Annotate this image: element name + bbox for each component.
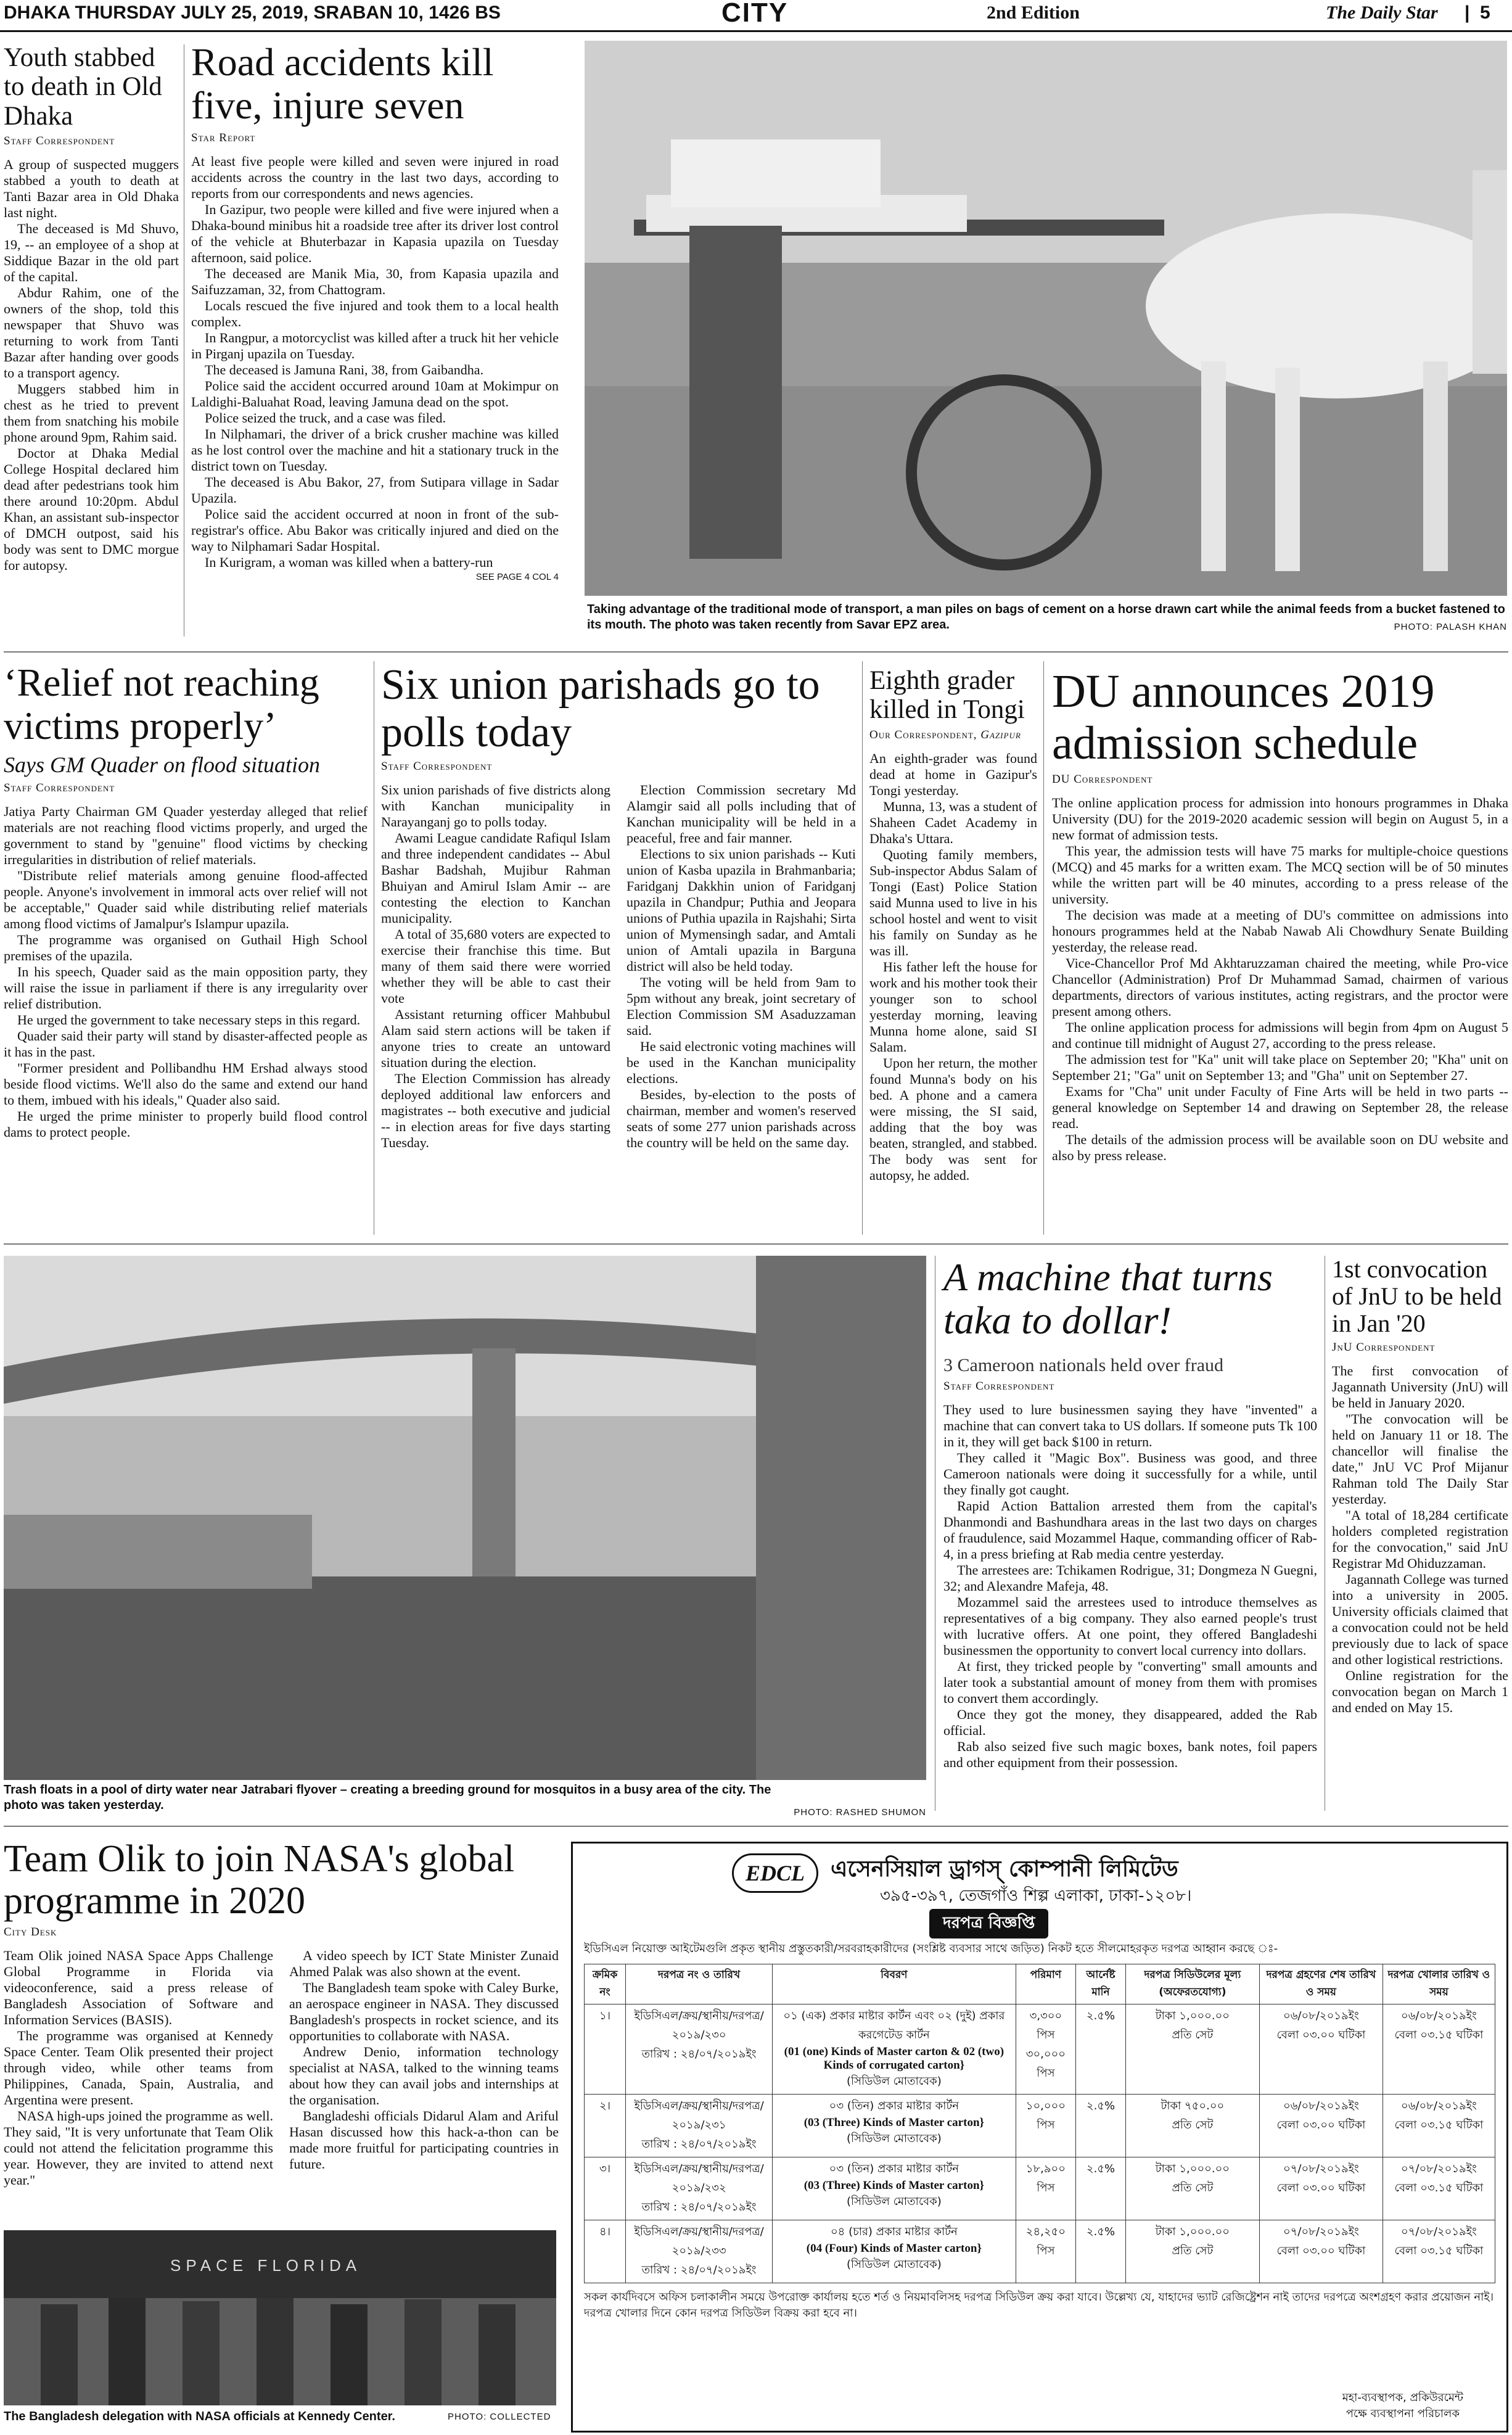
byline: Star Report (191, 131, 256, 144)
cell-close-d: ০৬/০৮/২০১৯ইং (1283, 2009, 1359, 2022)
cell-qty1: ৩,৩০০ পিস (1029, 2009, 1062, 2042)
cell-date: তারিখ : ২৪/০৭/২০১৯ইং (641, 2201, 757, 2214)
cell-desc: ০৪ (চার) প্রকার মাষ্টার কার্টন (830, 2225, 958, 2238)
photo-horse-cart (585, 41, 1507, 596)
paragraph: Exams for "Cha" unit under Faculty of Fine Arts will be held in two parts -- general knowledge on September 14 and drawing on September 28, the release read. (1052, 1084, 1508, 1132)
table-row (585, 2220, 1495, 2283)
cell-open-d: ০৬/০৮/২০১৯ইং (1401, 2009, 1477, 2022)
paragraph: In Kurigram, a woman was killed when a battery-run (205, 554, 493, 570)
photo-caption: The Bangladesh delegation with NASA officials at Kennedy Center. (4, 2410, 395, 2423)
paragraph: His father left the house for work and his mother took their younger son to school yesterday morning, leaving Munna home alone, said SI Salam. (869, 958, 1037, 1055)
table-cell (773, 2004, 1016, 2095)
cell-price: টাকা ৭৫০.০০ (1161, 2099, 1225, 2112)
cell-price-note: প্রতি সেট (1172, 2244, 1214, 2257)
cell-qty1: ১৮,৯০০ পিস (1025, 2162, 1066, 2194)
cell-close-t: বেলা ০৩.০০ ঘটিকা (1276, 2119, 1366, 2132)
subhead: 3 Cameroon nationals held over fraud (943, 1354, 1224, 1375)
article-body (869, 751, 1037, 1184)
cell-close-t: বেলা ০৩.০০ ঘটিকা (1276, 2029, 1366, 2042)
table-cell (1125, 2095, 1259, 2157)
cell-no: ইডিসিএল/ক্রয়/স্থানীয়/দরপত্র/২০১৯/২৩৩ (634, 2225, 764, 2257)
paragraph: Police said the accident occurred around 10am at Mokimpur on Laldighi-Baluahat Road, leaving Jamuna dead on the spot. (191, 377, 559, 410)
cell-open-d: ০৬/০৮/২০১৯ইং (1401, 2099, 1477, 2112)
article-body (4, 1948, 559, 2188)
table-row (585, 2004, 1495, 2095)
cell-open-t: বেলা ০৩.১৫ ঘটিকা (1394, 2182, 1484, 2194)
byline: Staff Correspondent (381, 760, 493, 773)
cell-qty1: ২৪,২৫০ পিস (1025, 2225, 1066, 2257)
article-body (4, 157, 179, 574)
paragraph: In Gazipur, two people were killed and five were injured when a Dhaka-bound minibus hit a roadside tree after its driver lost control of the vehicle at Bhuterbazar in Kapasia upazila on Tuesday afternoon, said police. (191, 201, 559, 265)
paper-name: The Daily Star (1326, 2, 1438, 23)
paragraph: Police seized the truck, and a case was filed. (205, 410, 446, 426)
cell-desc: ০৩ (তিন) প্রকার মাষ্টার কার্টন (829, 2099, 959, 2112)
table-cell (1125, 2157, 1259, 2220)
cell-sl: ৩। (599, 2162, 611, 2175)
paragraph: Online registration for the convocation began on March 1 and ended on May 15. (1332, 1668, 1508, 1715)
dateline: DHAKA THURSDAY JULY 25, 2019, SRABAN 10, 1426 BS (4, 2, 501, 23)
cell-em: ২.৫% (1086, 2099, 1116, 2112)
cell-desc-en: (04 (Four) Kinds of Master carton} (806, 2242, 982, 2255)
section-title: CITY (721, 0, 789, 28)
edcl-logo: EDCL (732, 1853, 818, 1893)
horse-cart-image (585, 41, 1507, 596)
paragraph: Quader said their party will stand by disaster-affected people as it has in the past. (4, 1028, 368, 1060)
table-cell (1259, 2095, 1383, 2157)
paragraph: At first, they tricked people by "converting" small amounts and later took a substantial amount of money from them with promises to convert them accordingly. (943, 1658, 1317, 1706)
company-name: এসেনসিয়াল ড্রাগস্ কোম্পানী লিমিটেড (831, 1856, 1178, 1882)
table-cell (1259, 2157, 1383, 2220)
paragraph: The Election Commission has already deployed additional law enforcers and magistrates -- both executive and judicial -- in election areas for five days starting Tuesday. (381, 1071, 610, 1150)
paragraph: Abdur Rahim, one of the owners of the shop, told this newspaper that Shuvo was returning to work from Tanti Bazar after handing over goods to a transport agency. (4, 284, 179, 381)
paragraph: They used to lure businessmen saying they have "invented" a machine that can convert taka to US dollars. If someone puts Tk 100 in it, they will get back $100 in return. (943, 1401, 1317, 1449)
article-body (1052, 795, 1508, 1164)
cell-date: তারিখ : ২৪/০৭/২০১৯ইং (641, 2138, 757, 2151)
headline: DU announces 2019 admission schedule (1052, 665, 1435, 769)
subhead: Says GM Quader on flood situation (4, 752, 320, 777)
paragraph: This year, the admission tests will have 75 marks for multiple-choice questions (MCQ) and 45 marks for a written exam. The MCQ section will be of 50 minutes while the written part will be 40 minutes, according to a press release of the university. (1052, 843, 1508, 907)
table-cell (773, 2157, 1016, 2220)
ad-header (584, 1851, 1495, 1937)
cell-desc: ০১ (এক) প্রকার মাষ্টার কার্টন এবং ০২ (দুই) প্রকার করগেটেড কার্টন (783, 2009, 1005, 2042)
article-magic-machine (943, 1256, 1317, 1771)
paragraph: The details of the admission process will be available soon on DU website and also by press release. (1052, 1132, 1508, 1164)
notice-title: দরপত্র বিজ্ঞপ্তি (929, 1909, 1048, 1939)
cell-em: ২.৫% (1086, 2225, 1116, 2238)
table-cell (626, 2157, 773, 2220)
flyover-image (4, 1256, 926, 1780)
table-cell (1076, 2095, 1126, 2157)
article-body (943, 1402, 1317, 1771)
paragraph: He urged the government to take necessary steps in this regard. (17, 1011, 361, 1028)
article-team-olik (4, 1838, 559, 2188)
paragraph: The programme was organised on Guthail High School premises of the upazila. (4, 931, 368, 963)
table-header: দরপত্র সিডিউলের মূল্য (অফেরতযোগ্য) (1125, 1964, 1259, 2004)
article-du-admission (1052, 666, 1508, 1164)
table-cell (1125, 2220, 1259, 2283)
table-header: দরপত্র খোলার তারিখ ও সময় (1383, 1964, 1495, 2004)
photo-credit: PHOTO: RASHED SHUMON (794, 1807, 926, 1818)
table-cell (773, 2095, 1016, 2157)
photo-caption: Taking advantage of the traditional mode of transport, a man piles on bags of cement on a horse drawn cart while the animal feeds from a bucket fastened to its mouth. The photo was taken recently from Savar EPZ area. (587, 603, 1505, 632)
paragraph: The deceased is Jamuna Rani, 38, from Gaibandha. (205, 361, 484, 377)
ad-signature (1342, 2390, 1463, 2422)
paragraph: The online application process for admissions will begin from 4pm on August 5 and continue till midnight of August 27, according to the press release. (1052, 1020, 1508, 1052)
cell-price: টাকা ১,০০০.০০ (1155, 2009, 1230, 2022)
cell-close-t: বেলা ০৩.০০ ঘটিকা (1276, 2244, 1366, 2257)
paragraph: A group of suspected muggers stabbed a youth to death at Tanti Bazar area in Old Dhaka last night. (4, 156, 179, 220)
paragraph: The programme was organised at Kennedy Space Center. Team Olik presented their project through video, while other teams from Philippines, Canada, Spain, Australia, and Argentina were present. (4, 2028, 273, 2108)
article-body (381, 782, 856, 1151)
cell-desc-en: (03 (Three) Kinds of Master carton} (803, 2179, 984, 2192)
table-header: আর্নেষ্ট মানি (1076, 1964, 1126, 2004)
table-header: পরিমাণ (1016, 1964, 1076, 2004)
signatory-title: মহা-ব্যবস্থাপক, প্রকিউরমেন্ট (1342, 2391, 1463, 2404)
table-cell (1076, 2004, 1126, 2095)
byline: Staff Correspondent (4, 781, 115, 794)
cell-date: তারিখ : ২৪/০৭/২০১৯ইং (641, 2048, 757, 2061)
headline: Eighth grader killed in Tongi (869, 666, 1025, 725)
paragraph: He urged the prime minister to properly build flood control dams to protect people. (4, 1108, 368, 1140)
photo-jatrabari-trash (4, 1256, 926, 1780)
company-address: ৩৯৫-৩৯৭, তেজগাঁও শিল্প এলাকা, ঢাকা-১২০৮। (880, 1887, 1192, 1905)
ad-footer-note-2: দরপত্র খোলার দিনে কোন দরপত্র সিডিউল বিক্রয় করা হবে না। (584, 2307, 857, 2320)
space-florida-sign: SPACE FLORIDA (170, 2256, 362, 2275)
cell-open-d: ০৭/০৮/২০১৯ইং (1401, 2162, 1477, 2175)
headline: Team Olik to join NASA's global programme in 2020 (4, 1838, 515, 1922)
cell-open-d: ০৭/০৮/২০১৯ইং (1401, 2225, 1477, 2238)
article-body (191, 154, 559, 571)
headline: Road accidents kill five, injure seven (191, 40, 494, 128)
paragraph: Locals rescued the five injured and took them to a local health complex. (191, 297, 559, 329)
cell-sl: ১। (599, 2009, 611, 2022)
table-cell (1383, 2157, 1495, 2220)
cell-open-t: বেলা ০৩.১৫ ঘটিকা (1394, 2244, 1484, 2257)
jump-line: SEE PAGE 4 COL 4 (475, 571, 559, 582)
paragraph: They called it "Magic Box". Business was good, and three Cameroon nationals were doing it successfully for a while, until they finally got caught. (943, 1449, 1317, 1498)
article-youth-stabbed (4, 43, 179, 574)
headline: Six union parishads go to polls today (381, 661, 820, 756)
paragraph: Elections to six union parishads -- Kuti union of Kasba upazila in Brahmanbaria; Faridganj Dakkhin union of Faridganj upazila in Chandpur; Puthia and Jeopara unions of Puthia upazila in Rajshahi; Sirta union of Mymensingh sadar, and Amtali union of Amtali upazila in Barguna district will also be held today. (627, 846, 856, 974)
table-cell (1016, 2157, 1076, 2220)
table-row (585, 2157, 1495, 2220)
paragraph: In Nilphamari, the driver of a brick crusher machine was killed as he lost control over the machine and hit a stationary truck in the district town on Tuesday. (191, 426, 559, 474)
table-header: বিবরণ (773, 1964, 1016, 2004)
ad-intro: ইডিসিএল নিয়োক্ত আইটেমগুলি প্রকৃত স্থানীয় প্রস্তুতকারী/সরবরাহকারীদের (সংশ্লিষ্ট ব্যবসার সাথে জড়িত) নিকট হতে সীলমোহরকৃত দরপত্র আহ্বান করছে ঃ- (584, 1942, 1278, 1955)
paragraph: The voting will be held from 9am to 5pm without any break, joint secretary of Election Commission SM Asaduzzaman said. (627, 974, 856, 1038)
table-cell (585, 2095, 626, 2157)
article-union-parishads (381, 661, 856, 1151)
cell-close-d: ০৬/০৮/২০১৯ইং (1283, 2099, 1359, 2112)
cell-price: টাকা ১,০০০.০০ (1155, 2225, 1230, 2238)
photo-caption: Trash floats in a pool of dirty water near Jatrabari flyover – creating a breeding ground for mosquitos in a busy area of the city. The photo was taken yesterday. (4, 1783, 771, 1812)
paragraph: The first convocation of Jagannath University (JnU) will be held in January 2020. (1332, 1363, 1508, 1411)
table-header: ক্রমিক নং (585, 1964, 626, 2004)
cell-desc-note: (সিডিউল মোতাবেক) (847, 2075, 942, 2088)
table-cell (1016, 2004, 1076, 2095)
table-cell (1016, 2095, 1076, 2157)
byline: City Desk (4, 1926, 57, 1939)
paragraph: "A total of 18,284 certificate holders completed registration for the convocation," said JnU Registrar Md Ohiduzzaman. (1332, 1507, 1508, 1571)
paragraph: A video speech by ICT State Minister Zunaid Ahmed Palak was also shown at the event. (289, 1948, 559, 1980)
cell-close-d: ০৭/০৮/২০১৯ইং (1283, 2162, 1359, 2175)
headline: 1st convocation of JnU to be held in Jan '20 (1332, 1255, 1502, 1337)
paragraph: In Rangpur, a motorcyclist was killed after a truck hit her vehicle in Pirganj upazila on Tuesday. (191, 329, 559, 361)
cell-close-d: ০৭/০৮/২০১৯ইং (1283, 2225, 1359, 2238)
paragraph: At least five people were killed and seven were injured in road accidents across the country in the last two days, according to reports from our correspondents and news agencies. (191, 153, 559, 201)
cell-date: তারিখ : ২৪/০৭/২০১৯ইং (641, 2264, 757, 2276)
cell-desc-note: (সিডিউল মোতাবেক) (847, 2195, 942, 2208)
cell-em: ২.৫% (1086, 2009, 1116, 2022)
page-header: DHAKA THURSDAY JULY 25, 2019, SRABAN 10, 1426 BS CITY 2nd Edition The Daily Star | 5 (0, 0, 1512, 32)
paragraph: The arrestees are: Tchikamen Rodrigue, 31; Dongmeza N Guegni, 32; and Alexandre Mafeja, 48. (943, 1562, 1317, 1594)
byline: Staff Correspondent (943, 1379, 1055, 1393)
byline: DU Correspondent (1052, 773, 1153, 786)
table-cell (1383, 2220, 1495, 2283)
headline: Youth stabbed to death in Old Dhaka (4, 43, 162, 131)
paragraph: The Bangladesh team spoke with Caley Burke, an aerospace engineer in NASA. They discussed Bangladesh's prospects in rocket science, and its opportunities to collaborate with NASA. (289, 1980, 559, 2044)
headline: ‘Relief not reaching victims properly’ (4, 661, 319, 748)
table-header: দরপত্র নং ও তারিখ (626, 1964, 773, 2004)
cell-desc-en: (03 (Three) Kinds of Master carton} (803, 2116, 984, 2129)
paragraph: Andrew Denio, information technology specialist at NASA, talked to the winning teams about how they can avail jobs and internships at the organisation. (289, 2044, 559, 2108)
table-cell (773, 2220, 1016, 2283)
cell-qty2: ৩০,০০০ পিস (1025, 2048, 1066, 2080)
page-number: 5 (1480, 2, 1490, 23)
table-cell (1259, 2004, 1383, 2095)
cell-desc-note: (সিডিউল মোতাবেক) (847, 2132, 942, 2145)
paragraph: Muggers stabbed him in chest as he tried to prevent them from snatching his mobile phone around 9pm, Rahim said. (4, 381, 179, 445)
tender-advertisement (571, 1842, 1508, 2433)
paragraph: The online application process for admission into honours programmes in Dhaka University (DU) for the 2019-2020 academic session will begin on August 5, in a new format of admission tests. (1052, 795, 1508, 843)
paragraph: The deceased are Manik Mia, 30, from Kapasia upazila and Saifuzzaman, 32, from Chattogram. (191, 265, 559, 297)
paragraph: Besides, by-election to the posts of chairman, member and women's reserved seats of some 277 union parishads across the country will be held on the same day. (627, 1087, 856, 1150)
table-cell (585, 2220, 626, 2283)
paragraph: Rapid Action Battalion arrested them from the capital's Dhanmondi and Bashundhara areas in the last two days on charges of fraudulence, said Mozammel Haque, commanding officer of Rab-4, in a press briefing at Rab media centre yesterday. (943, 1498, 1317, 1562)
table-cell (1125, 2004, 1259, 2095)
cell-em: ২.৫% (1086, 2162, 1116, 2175)
paragraph: Team Olik joined NASA Space Apps Challenge Global Programme in Florida via videoconference, said a press release of Bangladesh Association of Software and Information Services (BASIS). (4, 1948, 273, 2028)
cell-desc-note: (সিডিউল মোতাবেক) (847, 2258, 942, 2271)
paragraph: "The convocation will be held on January 11 or 18. The chancellor will finalise the date," JnU VC Prof Mijanur Rahman told The Daily Star yesterday. (1332, 1411, 1508, 1507)
paragraph: Jatiya Party Chairman GM Quader yesterday alleged that relief materials are not reaching flood victims properly, and urged the government to stand by "genuine" flood victims by checking irregularities in distribution of relief materials. (4, 803, 368, 867)
table-cell (626, 2004, 773, 2095)
paragraph: Vice-Chancellor Prof Md Akhtaruzzaman chaired the meeting, while Pro-vice Chancellor (Administration) Prof Dr Muhammad Samad, chairmen of various departments, directors of various institutes, acting registrars, and the proctor were present among others. (1052, 955, 1508, 1020)
paragraph: The decision was made at a meeting of DU's committee on admissions into honours programmes held at the Nabab Nawab Ali Chowdhury Senate Building yesterday, the release read. (1052, 907, 1508, 955)
tender-table (584, 1964, 1495, 2283)
signatory-behalf: পক্ষে ব্যবস্থাপনা পরিচালক (1346, 2407, 1460, 2420)
table-cell (1076, 2157, 1126, 2220)
article-relief (4, 661, 368, 1140)
table-cell (626, 2220, 773, 2283)
paragraph: Six union parishads of five districts along with Kanchan municipality in Narayanganj go to polls today. (381, 782, 610, 830)
article-body (1332, 1363, 1508, 1716)
byline: JnU Correspondent (1332, 1341, 1436, 1354)
paragraph: Once they got the money, they disappeared, added the Rab official. (943, 1706, 1317, 1738)
table-cell (1383, 2095, 1495, 2157)
photo1-caption-block (587, 602, 1507, 633)
paragraph: Doctor at Dhaka Medial College Hospital declared him dead after pedestrians took him there around 10:20pm. Abdul Khan, an assistant sub-inspector of DMCH outpost, said his body was sent to DMC morgue for autopsy. (4, 445, 179, 573)
paragraph: Police said the accident occurred at noon in front of the sub-registrar's office. Abu Bakor was critically injured and died on the way to Nilphamari Sadar Hospital. (191, 506, 559, 554)
cell-price-note: প্রতি সেট (1172, 2119, 1214, 2132)
paragraph: The deceased is Abu Bakor, 27, from Sutipara village in Sadar Upazila. (191, 474, 559, 506)
table-cell (1016, 2220, 1076, 2283)
photo2-caption-block (4, 1782, 926, 1818)
paragraph: The deceased is Md Shuvo, 19, -- an employee of a shop at Siddique Bazar in the old part of the capital. (4, 220, 179, 284)
byline: Our Correspondent, (869, 728, 977, 741)
cell-open-t: বেলা ০৩.১৫ ঘটিকা (1394, 2029, 1484, 2042)
table-cell (585, 2157, 626, 2220)
paragraph: Awami League candidate Rafiqul Islam and three independent candidates -- Abul Bashar Badshah, Mujibur Rahman Bhuiyan and Amirul Islam Amir -- are contesting the election to Kanchan municipality. (381, 830, 610, 926)
article-body (4, 804, 368, 1140)
cell-close-t: বেলা ০৩.০০ ঘটিকা (1276, 2182, 1366, 2194)
cell-desc: ০৩ (তিন) প্রকার মাষ্টার কার্টন (829, 2162, 959, 2175)
paragraph: A total of 35,680 voters are expected to exercise their franchise this time. But many of them said there were worried whether they will be able to cast their vote (381, 926, 610, 1006)
paragraph: Quoting family members, Sub-inspector Abdus Salam of Tongi (East) Police Station said Munna used to live in his school hostel and went to visit his family on Sunday as he was ill. (869, 846, 1037, 958)
byline-place: Gazipur (980, 728, 1021, 741)
delegation-image (4, 2230, 556, 2405)
paragraph: "Former president and Pollibandhu HM Ershad always stood beside flood victims. We'll also do the same and extend our hand to them, imbued with his ideals," Quader also said. (4, 1060, 368, 1108)
cell-price-note: প্রতি সেট (1172, 2182, 1214, 2194)
headline: A machine that turns taka to dollar! (943, 1255, 1273, 1343)
byline: Staff Correspondent (4, 134, 115, 147)
paragraph: Mozammel said the arrestees used to introduce themselves as representatives of a big company. They also earned people's trust with lucrative offers. At one point, they offered Bangladeshi businessmen the opportunity to convert local currency into dollars. (943, 1594, 1317, 1658)
cell-price-note: প্রতি সেট (1172, 2029, 1214, 2042)
paragraph: The admission test for "Ka" unit will take place on September 20; "Kha" unit on September 21; "Ga" unit on September 13; and "Gha" unit on September 27. (1052, 1052, 1508, 1084)
paragraph: Jagannath College was turned into a university in 2005. University officials claimed that a convocation could not be held previously due to lack of space and other logistical restrictions. (1332, 1572, 1508, 1667)
photo-credit: PHOTO: PALASH KHAN (1394, 622, 1507, 632)
cell-desc-en: (01 (one) Kinds of Master carton & 02 (two) Kinds of corrugated carton} (784, 2045, 1005, 2072)
article-jnu-convocation (1332, 1256, 1508, 1716)
cell-sl: ৪। (599, 2225, 611, 2238)
photo-nasa-delegation (4, 2230, 556, 2405)
table-header: দরপত্র গ্রহণের শেষ তারিখ ও সময় (1259, 1964, 1383, 2004)
paragraph: NASA high-ups joined the programme as well. They said, "It is very unfortunate that Team Olik could not attend the felicitation programme this year. However, they are invited to attend next year." (4, 2108, 273, 2188)
table-cell (1076, 2220, 1126, 2283)
paragraph: Rab also seized five such magic boxes, bank notes, foil papers and other equipment from their possession. (943, 1738, 1317, 1770)
photo3-caption-block (4, 2409, 556, 2425)
table-cell (1259, 2220, 1383, 2283)
cell-qty1: ১০,০০০ পিস (1025, 2099, 1066, 2132)
table-cell (626, 2095, 773, 2157)
cell-open-t: বেলা ০৩.১৫ ঘটিকা (1394, 2119, 1484, 2132)
edition: 2nd Edition (987, 2, 1080, 23)
table-cell (585, 2004, 626, 2095)
table-cell (1383, 2004, 1495, 2095)
paragraph: "Distribute relief materials among genuine flood-affected people. Anyone's involvement in immoral acts over relief will not be acceptable," Quader said while distributing relief materials among flood victims of Jamalpur's Islampur upazila. (4, 867, 368, 931)
cell-no: ইডিসিএল/ক্রয়/স্থানীয়/দরপত্র/২০১৯/২৩১ (634, 2099, 764, 2132)
paragraph: In his speech, Quader said as the main opposition party, they will raise the issue in parliament if there is any irregularity over relief distribution. (4, 963, 368, 1011)
cell-no: ইডিসিএল/ক্রয়/স্থানীয়/দরপত্র/২০১৯/২৩০ (634, 2009, 764, 2042)
ad-footer-note: সকল কার্যদিবসে অফিস চলাকালীন সময়ে উপরোক্ত কার্যালয় হতে শর্ত ও নিয়মাবলিসহ দরপত্র সিডিউল ক্রয় করা যাবে। উল্লেখ্য যে, যাহাদের ভ্যাট রেজিষ্ট্রেশন নাই তাদের দরপত্রে অংশগ্রহণ করার প্রয়োজন নাই। (584, 2291, 1494, 2304)
table-row (585, 2095, 1495, 2157)
article-eighth-grader (869, 666, 1037, 1184)
paragraph: He said electronic voting machines will be used in the Kanchan municipality elections. (627, 1039, 856, 1086)
paragraph: Munna, 13, was a student of Shaheen Cadet Academy in Dhaka's Uttara. (869, 798, 1037, 846)
article-road-accidents (191, 41, 559, 582)
cell-sl: ২। (599, 2099, 611, 2112)
paragraph: Bangladeshi officials Didarul Alam and Ariful Hasan discussed how this hack-a-thon can be made more fruitful for participating countries in future. (289, 2108, 559, 2172)
paragraph: Upon her return, the mother found Munna's body on his bed. A phone and a camera were missing, the SI said, adding that the boy was beaten, strangled, and stabbed. The body was sent for autopsy, he added. (869, 1055, 1037, 1183)
photo-credit: PHOTO: COLLECTED (448, 2412, 551, 2422)
cell-price: টাকা ১,০০০.০০ (1155, 2162, 1230, 2175)
paragraph: An eighth-grader was found dead at home in Gazipur's Tongi yesterday. (869, 750, 1037, 798)
paragraph: Assistant returning officer Mahbubul Alam said stern actions will be taken if anyone tries to create an untoward situation during the election. (381, 1007, 610, 1070)
cell-no: ইডিসিএল/ক্রয়/স্থানীয়/দরপত্র/২০১৯/২৩২ (634, 2162, 764, 2194)
paragraph: Election Commission secretary Md Alamgir said all polls including that of Kanchan municipality will be held in a peaceful, free and fair manner. (627, 782, 856, 846)
